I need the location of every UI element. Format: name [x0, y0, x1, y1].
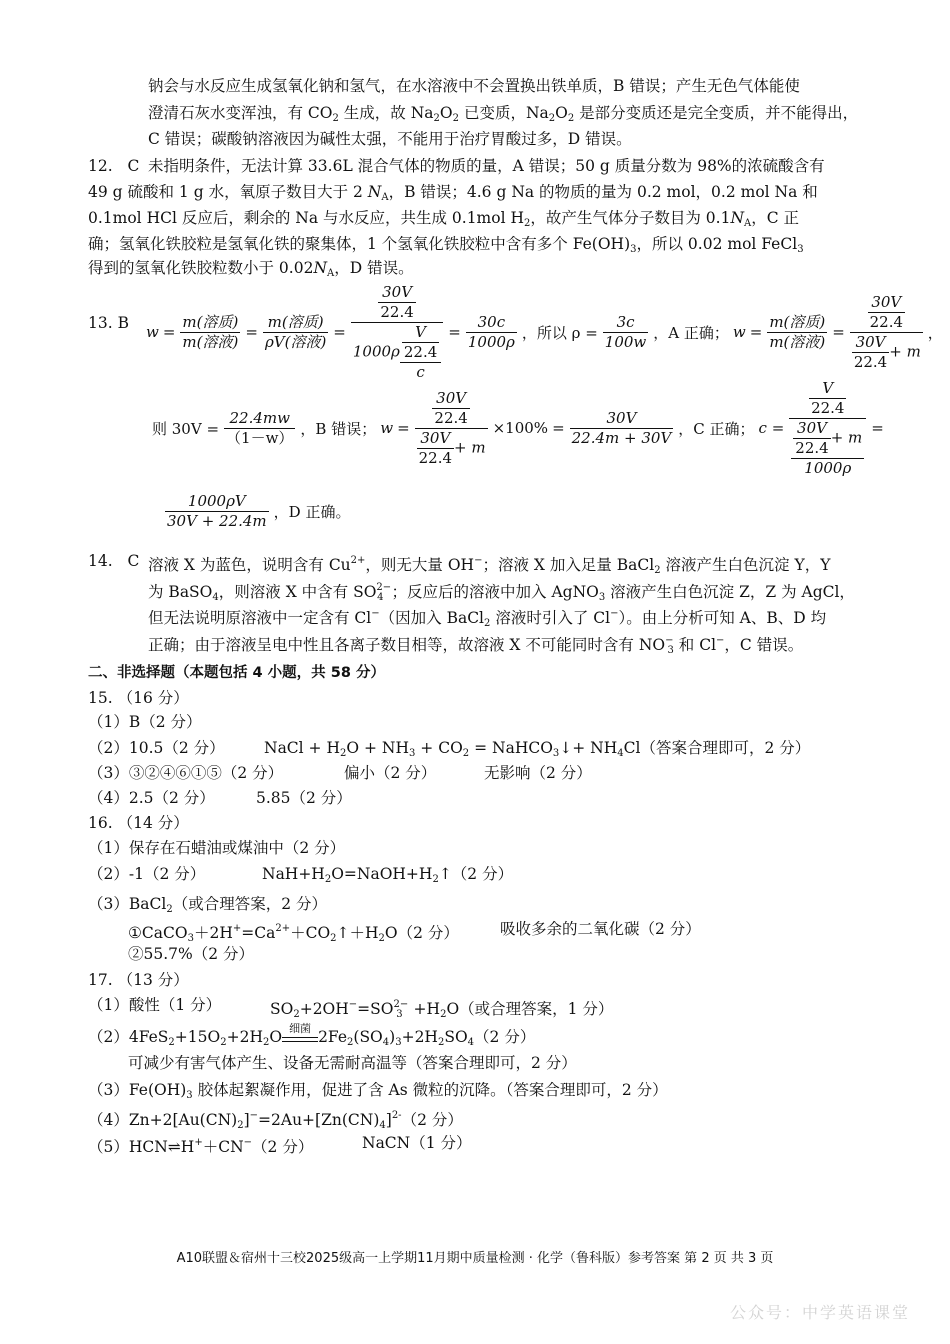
- q12-line-1: 未指明条件，无法计算 33.6L 混合气体的物质的量，A 错误；50 g 质量分数为 98%的浓硫酸含有: [148, 157, 825, 175]
- q15-answer-4b: 5.85（2 分）: [256, 789, 352, 807]
- q15-answer-1: （1）B（2 分）: [88, 713, 202, 731]
- q16-head: 16. （14 分）: [88, 814, 189, 832]
- q16-answer-3-note: 吸收多余的二氧化碳（2 分）: [500, 920, 701, 938]
- q15-answer-3: （3）③②④⑥①⑤（2 分）: [88, 764, 284, 782]
- q16-answer-2-equation: $NaH+H_2O=NaOH+H_2↑(2$ 分）: [262, 865, 514, 885]
- watermark: 公众号：中学英语课堂: [729, 1303, 910, 1322]
- q15-answer-2-equation: NaCl + $H_2O + NH_3 + CO_2$ = NaHCO$_3$↓+ $NH_4Cl$（答案合理即可，2 分）: [264, 739, 811, 759]
- q15-answer-3c: 无影响（2 分）: [484, 764, 592, 782]
- q16-answer-3-equation: $①CaCO_3+2H^+=Ca^{2+}+CO_2↑+H_2O(2$ 分）: [128, 923, 459, 944]
- q14-line-3: 但无法说明原溶液中一定含有 Cl−（因加入 BaCl$_2$ 溶液时引入了 Cl−）。由上分析可知 A、B、D 均: [148, 608, 827, 629]
- q13-formula-row-1: w = $\frac{\text{m(溶质)}}{\text{m(溶液)}}$ = $\frac{\text{m(溶质)}}{\text{ρV(溶液)}}$ = $\frac{30V}{22.4}$ 1000ρ $\frac{\frac{V}{22.4}}{c}$ = $\frac{30c}{1000\rho}$ ，所以 ρ = $\frac{3c}{100w}$ ，A 正确； w = $\frac{\text{m(溶质)}}{\text{m(溶液)}}$ = $\frac{30V}{22.4}$ $\frac{30V}{22.4}$ + m ，: [146, 282, 943, 381]
- q11-line-1: 钠会与水反应生成氢氧化钠和氢气，在水溶液中不会置换出铁单质，B 错误；产生无色气体能使: [148, 77, 800, 95]
- q17-answer-5: （5）HCN⇌H+＋CN−（2 分）: [88, 1137, 314, 1156]
- q12-number: 12. C: [88, 157, 140, 175]
- q11-line-2: 澄清石灰水变浑浊，有 $CO_2$ 生成，故 $Na_2O_2$ 已变质，$Na_2O_2$ 是部分变质还是完全变质，并不能得出，: [148, 104, 859, 124]
- q13-number: 13. B: [88, 314, 129, 332]
- section-title: 二、非选择题（本题包括 4 小题，共 58 分）: [88, 665, 385, 681]
- q14-number: 14. C: [88, 552, 140, 570]
- q16-answer-3: （3）BaCl$_2$（或合理答案，2 分）: [88, 895, 327, 915]
- q14-line-4: 正确；由于溶液呈电中性且各离子数目相等，故溶液 X 不可能同时含有 $NO^-_3$ 和 Cl−，C 错误。: [148, 635, 804, 656]
- q17-answer-3: $(3)Fe(OH)_3$ 胶体起絮凝作用，促进了含 As 微粒的沉降。（答案合理即可，2 分）: [88, 1081, 668, 1101]
- q14-line-2: 为 BaSO$_4$，则溶液 X 中含有 $SO^{2-}_4$ ；反应后的溶液中加入 AgNO$_3$ 溶液产生白色沉淀 Z，Z 为 AgCl，: [148, 582, 855, 603]
- q17-answer-2: $(2)4FeS_2+15O_2+2H_2O$ 细菌 $2Fe_2(SO_4)_3+2H_2SO_4(2$ 分）: [88, 1022, 536, 1048]
- q17-head: 17. （13 分）: [88, 971, 189, 989]
- q17-answer-4: $(4)Zn+2[Au(CN)_2]^-=2Au+[Zn(CN)_4]^{2-}(2$ 分）: [88, 1110, 463, 1131]
- q14-line-1: 溶液 X 为蓝色，说明含有 $Cu^{2+}$，则无大量 OH−；溶液 X 加入足量 BaCl$_2$ 溶液产生白色沉淀 Y，Y: [148, 555, 831, 576]
- page-footer: A10联盟＆宿州十三校2025级高一上学期11月期中质量检测 · 化学（鲁科版）参考答案 第 2 页 共 3 页: [176, 1251, 774, 1266]
- q11-line-3: C 错误；碳酸钠溶液因为碱性太强，不能用于治疗胃酸过多，D 错误。: [148, 130, 632, 148]
- q17-answer-1-equation: $SO_2+2OH^-=SO^{2-}_3 +H_2O$（或合理答案，1 分）: [270, 999, 614, 1020]
- q13-formula-row-3: $\frac{1000\rho V}{30V + 22.4m}$ ，D 正确。: [167, 491, 351, 530]
- q15-head: 15. （16 分）: [88, 689, 189, 707]
- q12-line-5: 得到的氢氧化铁胶粒数小于 $0.02N_A$，D 错误。: [88, 259, 414, 279]
- q13-formula-row-2: 则 30V = $\frac{22.4mw}{(1-w)}$ ，B 错误； w = $\frac{30V}{22.4}$ $\frac{30V}{22.4}$ + m ×100% = $\frac{30V}{22.4m + 30V}$ ，C 正确； c = $\frac{V}{22.4}$ $\frac{30V}{22.4}$ + m 1000ρ =: [152, 378, 884, 477]
- q15-answer-4: （4）2.5（2 分）: [88, 789, 215, 807]
- q17-answer-5b: NaCN（1 分）: [362, 1134, 472, 1152]
- q15-answer-2: （2）10.5（2 分）: [88, 739, 225, 757]
- q12-line-4: 确；氢氧化铁胶粒是氢氧化铁的聚集体，1 个氢氧化铁胶粒中含有多个 $Fe(OH)_3$，所以 0.02 mol FeCl$_3$: [88, 235, 804, 255]
- q16-answer-3-percent: ②55.7%（2 分）: [128, 945, 255, 963]
- q17-answer-1: （1）酸性（1 分）: [88, 996, 222, 1014]
- q17-answer-2-note: 可减少有害气体产生、设备无需耐高温等（答案合理即可，2 分）: [128, 1054, 577, 1072]
- q12-line-3: 0.1mol HCl 反应后，剩余的 Na 与水反应，共生成 0.1mol $H_2$，故产生气体分子数目为 $0.1N_A$，C 正: [88, 209, 800, 229]
- q16-answer-1: （1）保存在石蜡油或煤油中（2 分）: [88, 839, 346, 857]
- q12-line-2: 49 g 硫酸和 1 g 水，氧原子数目大于 2 $N_A$，B 错误；4.6 g Na 的物质的量为 0.2 mol，0.2 mol Na 和: [88, 183, 818, 203]
- q16-answer-2: （2）-1（2 分）: [88, 865, 206, 883]
- q15-answer-3b: 偏小（2 分）: [344, 764, 437, 782]
